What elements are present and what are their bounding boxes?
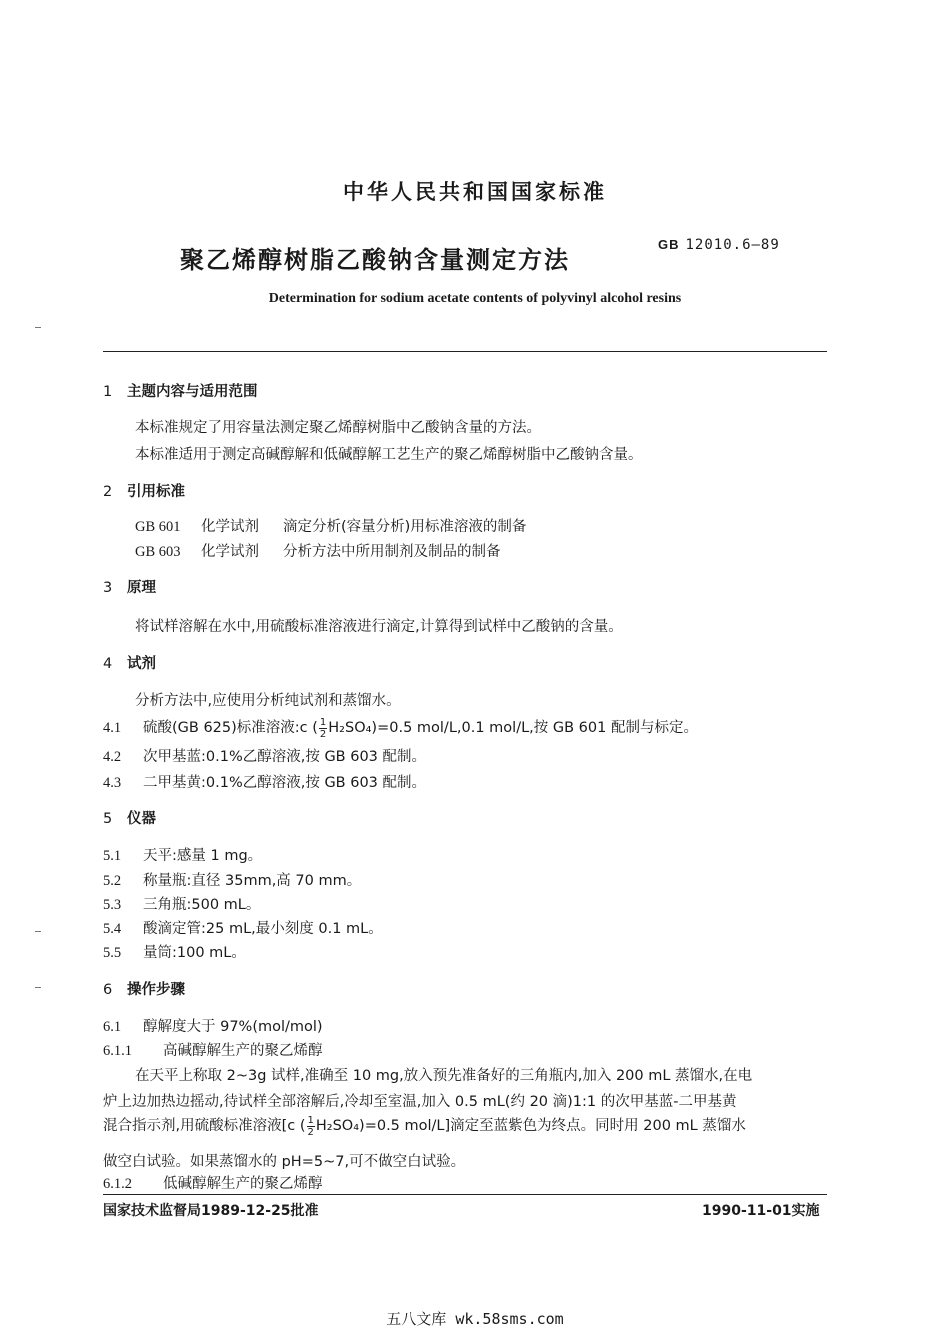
paragraph: 本标准适用于测定高碱醇解和低碱醇解工艺生产的聚乙烯醇树脂中乙酸钠含量。 [135,447,643,463]
paragraph: 分析方法中,应使用分析纯试剂和蒸馏水。 [135,693,401,709]
fraction-numerator: 1 [319,716,327,728]
apparatus-item [103,917,383,938]
section-title: 试剂 [127,656,156,672]
item-text: 量筒:100 mL。 [143,945,246,961]
section-number: 1 [103,384,113,400]
fraction [307,1115,315,1138]
paragraph: 本标准规定了用容量法测定聚乙烯醇树脂中乙酸钠含量的方法。 [135,420,541,436]
apparatus-item [103,869,361,890]
item-text-pre: 硫酸(GB 625)标准溶液:c ( [143,720,318,736]
item-text: 醇解度大于 97%(mol/mol) [143,1019,323,1035]
item-text: 三角瓶:500 mL。 [143,897,261,913]
header-divider [103,351,827,352]
reference-item [135,515,526,536]
national-standard-heading: 中华人民共和国国家标准 [343,180,607,204]
item-number: 5.2 [103,873,122,889]
item-number: 5.3 [103,897,122,913]
item-text: 天平:感量 1 mg。 [143,848,263,864]
item-number: 4.1 [103,720,122,736]
item-text: 酸滴定管:25 mL,最小刻度 0.1 mL。 [143,921,383,937]
fraction-numerator: 1 [307,1114,314,1126]
standard-code-number: 12010.6—89 [685,237,780,253]
effective-date: 1990-11-01实施 [702,1203,820,1219]
apparatus-item [103,844,262,865]
apparatus-item [103,893,260,914]
paragraph-line: 在天平上称取 2~3g 试样,准确至 10 mg,放入预先准备好的三角瓶内,加入 200 mL 蒸馏水,在电 [135,1068,753,1084]
scan-mark [35,327,41,328]
standard-code-prefix: GB [658,237,680,252]
item-number: 5.5 [103,945,122,961]
section-3-heading [103,576,156,597]
item-number: 6.1 [103,1019,122,1035]
section-number: 2 [103,484,113,500]
reagent-item [103,745,426,766]
section-title: 仪器 [127,811,156,827]
standard-code [658,237,780,253]
subsection-6-1-2 [103,1172,323,1193]
item-number: 6.1.2 [103,1176,132,1192]
subsection-6-1 [103,1015,323,1036]
line-text-post: H₂SO₄)=0.5 mol/L]滴定至蓝紫色为终点。同时用 200 mL 蒸馏水 [315,1118,746,1134]
document-title: 聚乙烯醇树脂乙酸钠含量测定方法 [180,246,570,274]
item-text: 次甲基蓝:0.1%乙醇溶液,按 GB 603 配制。 [143,749,427,765]
footer-divider [103,1194,827,1195]
section-6-heading [103,978,185,999]
item-number: 4.2 [103,749,122,765]
apparatus-item [103,941,246,962]
section-5-heading [103,807,156,828]
item-text: 二甲基黄:0.1%乙醇溶液,按 GB 603 配制。 [143,775,427,791]
reference-category: 化学试剂 [201,519,259,535]
paragraph-line: 做空白试验。如果蒸馏水的 pH=5~7,可不做空白试验。 [103,1154,466,1170]
subsection-6-1-1 [103,1039,323,1060]
section-title: 原理 [127,580,156,596]
fraction [319,717,327,740]
item-number: 6.1.1 [103,1043,132,1059]
section-number: 4 [103,656,113,672]
reference-description: 分析方法中所用制剂及制品的制备 [283,544,501,560]
section-1-heading [103,380,258,401]
section-number: 5 [103,811,113,827]
item-text: 高碱醇解生产的聚乙烯醇 [163,1043,323,1059]
item-text-post: H₂SO₄)=0.5 mol/L,0.1 mol/L,按 GB 601 配制与标定。 [328,720,698,736]
reference-code: GB 603 [135,544,181,560]
paragraph-line [103,1114,746,1138]
fraction-denominator: 2 [319,728,327,740]
section-title: 主题内容与适用范围 [127,384,258,400]
paragraph: 将试样溶解在水中,用硫酸标准溶液进行滴定,计算得到试样中乙酸钠的含量。 [135,619,623,635]
fraction-denominator: 2 [307,1126,314,1138]
reagent-item [103,771,426,792]
paragraph-line: 炉上边加热边摇动,待试样全部溶解后,冷却至室温,加入 0.5 mL(约 20 滴)1:1 的次甲基蓝-二甲基黄 [103,1094,737,1110]
line-text-pre: 混合指示剂,用硫酸标准溶液[c ( [103,1118,306,1134]
reference-item [135,540,501,561]
approval-line: 国家技术监督局1989-12-25批准 [103,1203,319,1219]
item-text: 称量瓶:直径 35mm,高 70 mm。 [143,873,362,889]
section-4-heading [103,652,156,673]
item-text: 低碱醇解生产的聚乙烯醇 [163,1176,323,1192]
section-title: 操作步骤 [127,982,185,998]
section-title: 引用标准 [127,484,185,500]
reagent-item [103,716,698,740]
section-2-heading [103,480,185,501]
english-subtitle: Determination for sodium acetate contents of polyvinyl alcohol resins [268,291,682,306]
reference-code: GB 601 [135,519,181,535]
section-number: 3 [103,580,113,596]
reference-description: 滴定分析(容量分析)用标准溶液的制备 [283,519,527,535]
scan-mark [35,931,41,932]
watermark: 五八文库 wk.58sms.com [386,1310,564,1328]
item-number: 5.4 [103,921,122,937]
section-number: 6 [103,982,113,998]
item-number: 4.3 [103,775,122,791]
scan-mark [35,987,41,988]
item-number: 5.1 [103,848,122,864]
reference-category: 化学试剂 [201,544,259,560]
